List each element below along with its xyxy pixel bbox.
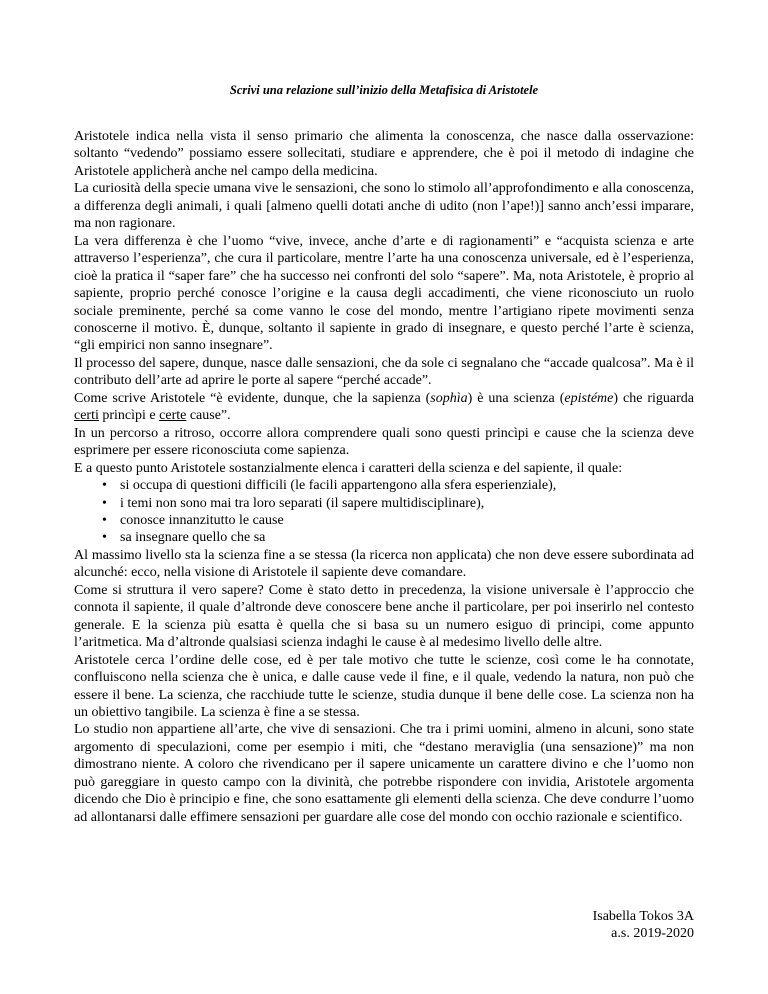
bullet-list	[74, 477, 694, 547]
bullet-icon: •	[102, 495, 107, 511]
paragraph-3: La vera differenza è che l’uomo “vive, invece, anche d’arte e di ragionamenti” e “acquista scienza e arte attraverso l’esperienza”, che cura il particolare, mentre l’arte ha una conoscenza universale, ed è l’esperienza, cioè la pratica il “saper fare” che ha successo nei confronti del solo “sapere”. Ma, nota Aristotele, è proprio al sapiente, proprio perché conosce l’origine e la causa degli accadimenti, che viene riconosciuto un ruolo sociale preminente, perché sa come vanno le cose del mondo, mentre l’artigiano ripete movimenti senza conoscerne il motivo. È, dunque, soltanto il sapiente in grado di insegnare, e questo perché l’arte è scienza, “gli empirici non sanno insegnare”.	[74, 233, 694, 354]
list-item-text: i temi non sono mai tra loro separati (il sapere multidisciplinare),	[120, 495, 485, 511]
paragraph-6: In un percorso a ritroso, occorre allora comprendere quali sono questi princìpi e cause che la scienza deve esprimere per essere riconosciuta come sapienza.	[74, 425, 694, 459]
paragraph-5-part-c: ) che riguarda	[613, 390, 695, 406]
list-item-text: conosce innanzitutto le cause	[120, 512, 284, 528]
paragraph-5	[74, 390, 694, 425]
paragraph-5-part-e: cause”.	[186, 408, 231, 424]
paragraph-9: Come si struttura il vero sapere? Come è stato detto in precedenza, la visione universale è l’approccio che connota il sapiente, il quale d’altronde deve conoscere bene anche il particolare, per poi inserirlo nel contesto generale. E la scienza più esatta è quella che si basa su un numero esiguo di principi, come appunto l’aritmetica. Ma d’altronde qualsiasi scienza indaghi le cause è al medesimo livello delle altre.	[74, 582, 694, 651]
paragraph-5-part-b: ) è una scienza (	[467, 390, 565, 406]
list-item	[74, 512, 694, 529]
school-year: a.s. 2019-2020	[611, 926, 694, 942]
list-item	[74, 495, 694, 512]
underlined-certi: certi	[74, 408, 99, 424]
paragraph-11: Lo studio non appartiene all’arte, che vive di sensazioni. Che tra i primi uomini, almeno in alcuni, sono state argomento di speculazioni, come per esempio i miti, che “destano meraviglia (una sensazione)” ma non dimostrano niente. A coloro che rivendicano per il sapere unicamente un carattere divino e che l’uomo non può gareggiare in questo campo con la divinità, che potrebbe rispondere con invidia, Aristotele argomenta dicendo che Dio è principio e fine, che sono esattamente gli elementi della scienza. Che deve condurre l’uomo ad allontanarsi dalle effimere sensazioni per guardare alle cose del mondo con occhio razionale e scientifico.	[74, 722, 694, 825]
underlined-certe: certe	[159, 408, 187, 424]
term-episteme: epistéme	[564, 390, 614, 406]
bullet-icon: •	[102, 530, 107, 546]
paragraph-4: Il processo del sapere, dunque, nasce dalle sensazioni, che da sole ci segnalano che “accade qualcosa”. Ma è il contributo dell’arte ad aprire le porte al sapere “perché accade”.	[74, 355, 694, 389]
paragraph-8: Al massimo livello sta la scienza fine a se stessa (la ricerca non applicata) che non deve essere subordinata ad alcunché: ecco, nella visione di Aristotele il sapiente deve comandare.	[74, 547, 694, 581]
paragraph-7: E a questo punto Aristotele sostanzialmente elenca i caratteri della scienza e del sapiente, il quale:	[74, 460, 623, 476]
list-item-text: sa insegnare quello che sa	[120, 530, 266, 546]
author-name: Isabella Tokos 3A	[592, 909, 694, 924]
document-body	[74, 128, 694, 826]
term-sophia: sophìa	[430, 390, 468, 406]
list-item	[74, 477, 694, 494]
paragraph-5-part-a: Come scrive Aristotele “è evidente, dunque, che la sapienza (	[74, 390, 431, 406]
paragraph-10: Aristotele cerca l’ordine delle cose, ed è per tale motivo che tutte le scienze, così come le ha connotate, confluiscono nella scienza che è unica, e dalle cause vede il fine, e il quale, vedendo la natura, non può che essere il bene. La scienza, che racchiude tutte le scienze, studia dunque il bene delle cose. La scienza non ha un obiettivo tangibile. La scienza è fine a se stessa.	[74, 652, 694, 720]
bullet-icon: •	[102, 478, 107, 494]
document-title: Scrivi una relazione sull’inizio della Metafisica di Aristotele	[229, 83, 539, 97]
paragraph-1: Aristotele indica nella vista il senso primario che alimenta la conoscenza, che nasce dalla osservazione: soltanto “vedendo” possiamo essere sollecitati, studiare e apprendere, che è poi il metodo di indagine che Aristotele applicherà anche nel campo della medicina.	[74, 129, 694, 179]
bullet-icon: •	[102, 512, 107, 528]
paragraph-2: La curiosità della specie umana vive le sensazioni, che sono lo stimolo all’approfondimento e alla conoscenza, a differenza degli animali, i quali [almeno quelli dotati anche di udito (non l’ape!)] sanno anch’essi imparare, ma non ragionare.	[74, 181, 694, 232]
list-item	[74, 529, 694, 546]
signature-block	[593, 908, 694, 943]
paragraph-5-part-d: princìpi e	[98, 408, 160, 424]
list-item-text: si occupa di questioni difficili (le facili appartengono alla sfera esperienziale),	[120, 478, 557, 494]
